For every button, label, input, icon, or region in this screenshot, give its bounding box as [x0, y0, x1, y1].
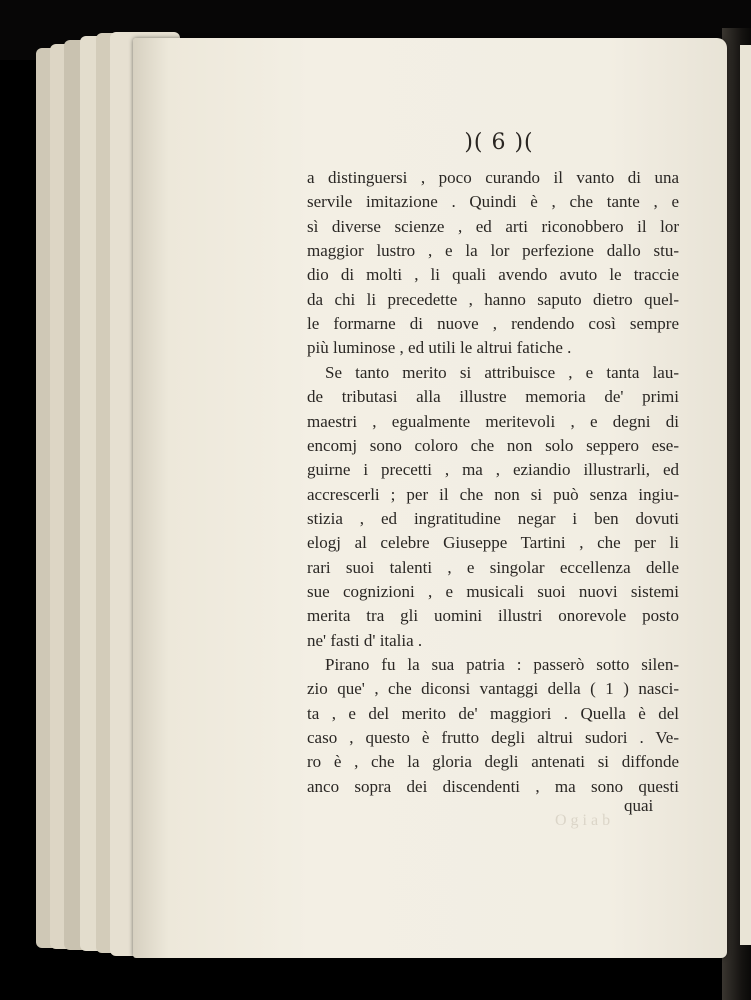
- show-through: O g i a b: [555, 812, 611, 829]
- text-line: zio que' , che diconsi vantaggi della ( 1 ) nasci-: [307, 679, 679, 699]
- next-page-edge: [740, 45, 751, 945]
- text-line: maestri , egualmente meritevoli , e degni di: [307, 411, 679, 431]
- text-line: caso , questo è frutto degli altrui sudori . Ve-: [307, 728, 679, 748]
- text-line: accrescerli ; per il che non si può senza ingiu-: [307, 484, 679, 504]
- catchword: quai: [624, 796, 654, 815]
- text-line: le formarne di nuove , rendendo così sempre: [307, 314, 679, 334]
- text-line: servile imitazione . Quindi è , che tante , e: [307, 192, 679, 212]
- text-line: Se tanto merito si attribuisce , e tanta lau-: [325, 362, 679, 382]
- text-line: maggior lustro , e la lor perfezione dallo stu-: [307, 241, 679, 261]
- text-line: a distinguersi , poco curando il vanto di una: [307, 168, 679, 187]
- text-line: più luminose , ed utili le altrui fatiche .: [307, 338, 572, 358]
- text-line: ne' fasti d' italia .: [307, 630, 423, 650]
- text-line: elogj al celebre Giuseppe Tartini , che per li: [307, 533, 679, 553]
- text-line: dio di molti , li quali avendo avuto le traccie: [307, 265, 679, 285]
- text-line: ro è , che la gloria degli antenati si diffonde: [307, 752, 679, 772]
- text-line: rari suoi talenti , e singolar eccellenza delle: [307, 557, 679, 577]
- text-line: Pirano fu la sua patria : passerò sotto silen-: [325, 655, 679, 674]
- text-line: guirne i precetti , ma , eziandio illustrarli, ed: [307, 460, 679, 480]
- text-line: da chi li precedette , hanno saputo dietro quel-: [307, 289, 679, 309]
- text-line: de tributasi alla illustre memoria de' primi: [307, 387, 679, 407]
- page-number: )( 6 )(: [464, 130, 534, 155]
- text-line: sì diverse scienze , ed arti riconobbero il lor: [307, 216, 679, 236]
- text-line: stizia , ed ingratitudine negar i ben dovuti: [307, 508, 679, 528]
- text-line: sue cognizioni , e musicali suoi nuovi sistemi: [307, 581, 679, 601]
- text-line: anco sopra dei discendenti , ma sono questi: [307, 776, 679, 796]
- text-line: encomj sono coloro che non solo seppero ese-: [307, 435, 679, 455]
- text-line: merita tra gli uomini illustri onorevole posto: [307, 606, 679, 626]
- text-line: ta , e del merito de' maggiori . Quella è del: [307, 703, 679, 723]
